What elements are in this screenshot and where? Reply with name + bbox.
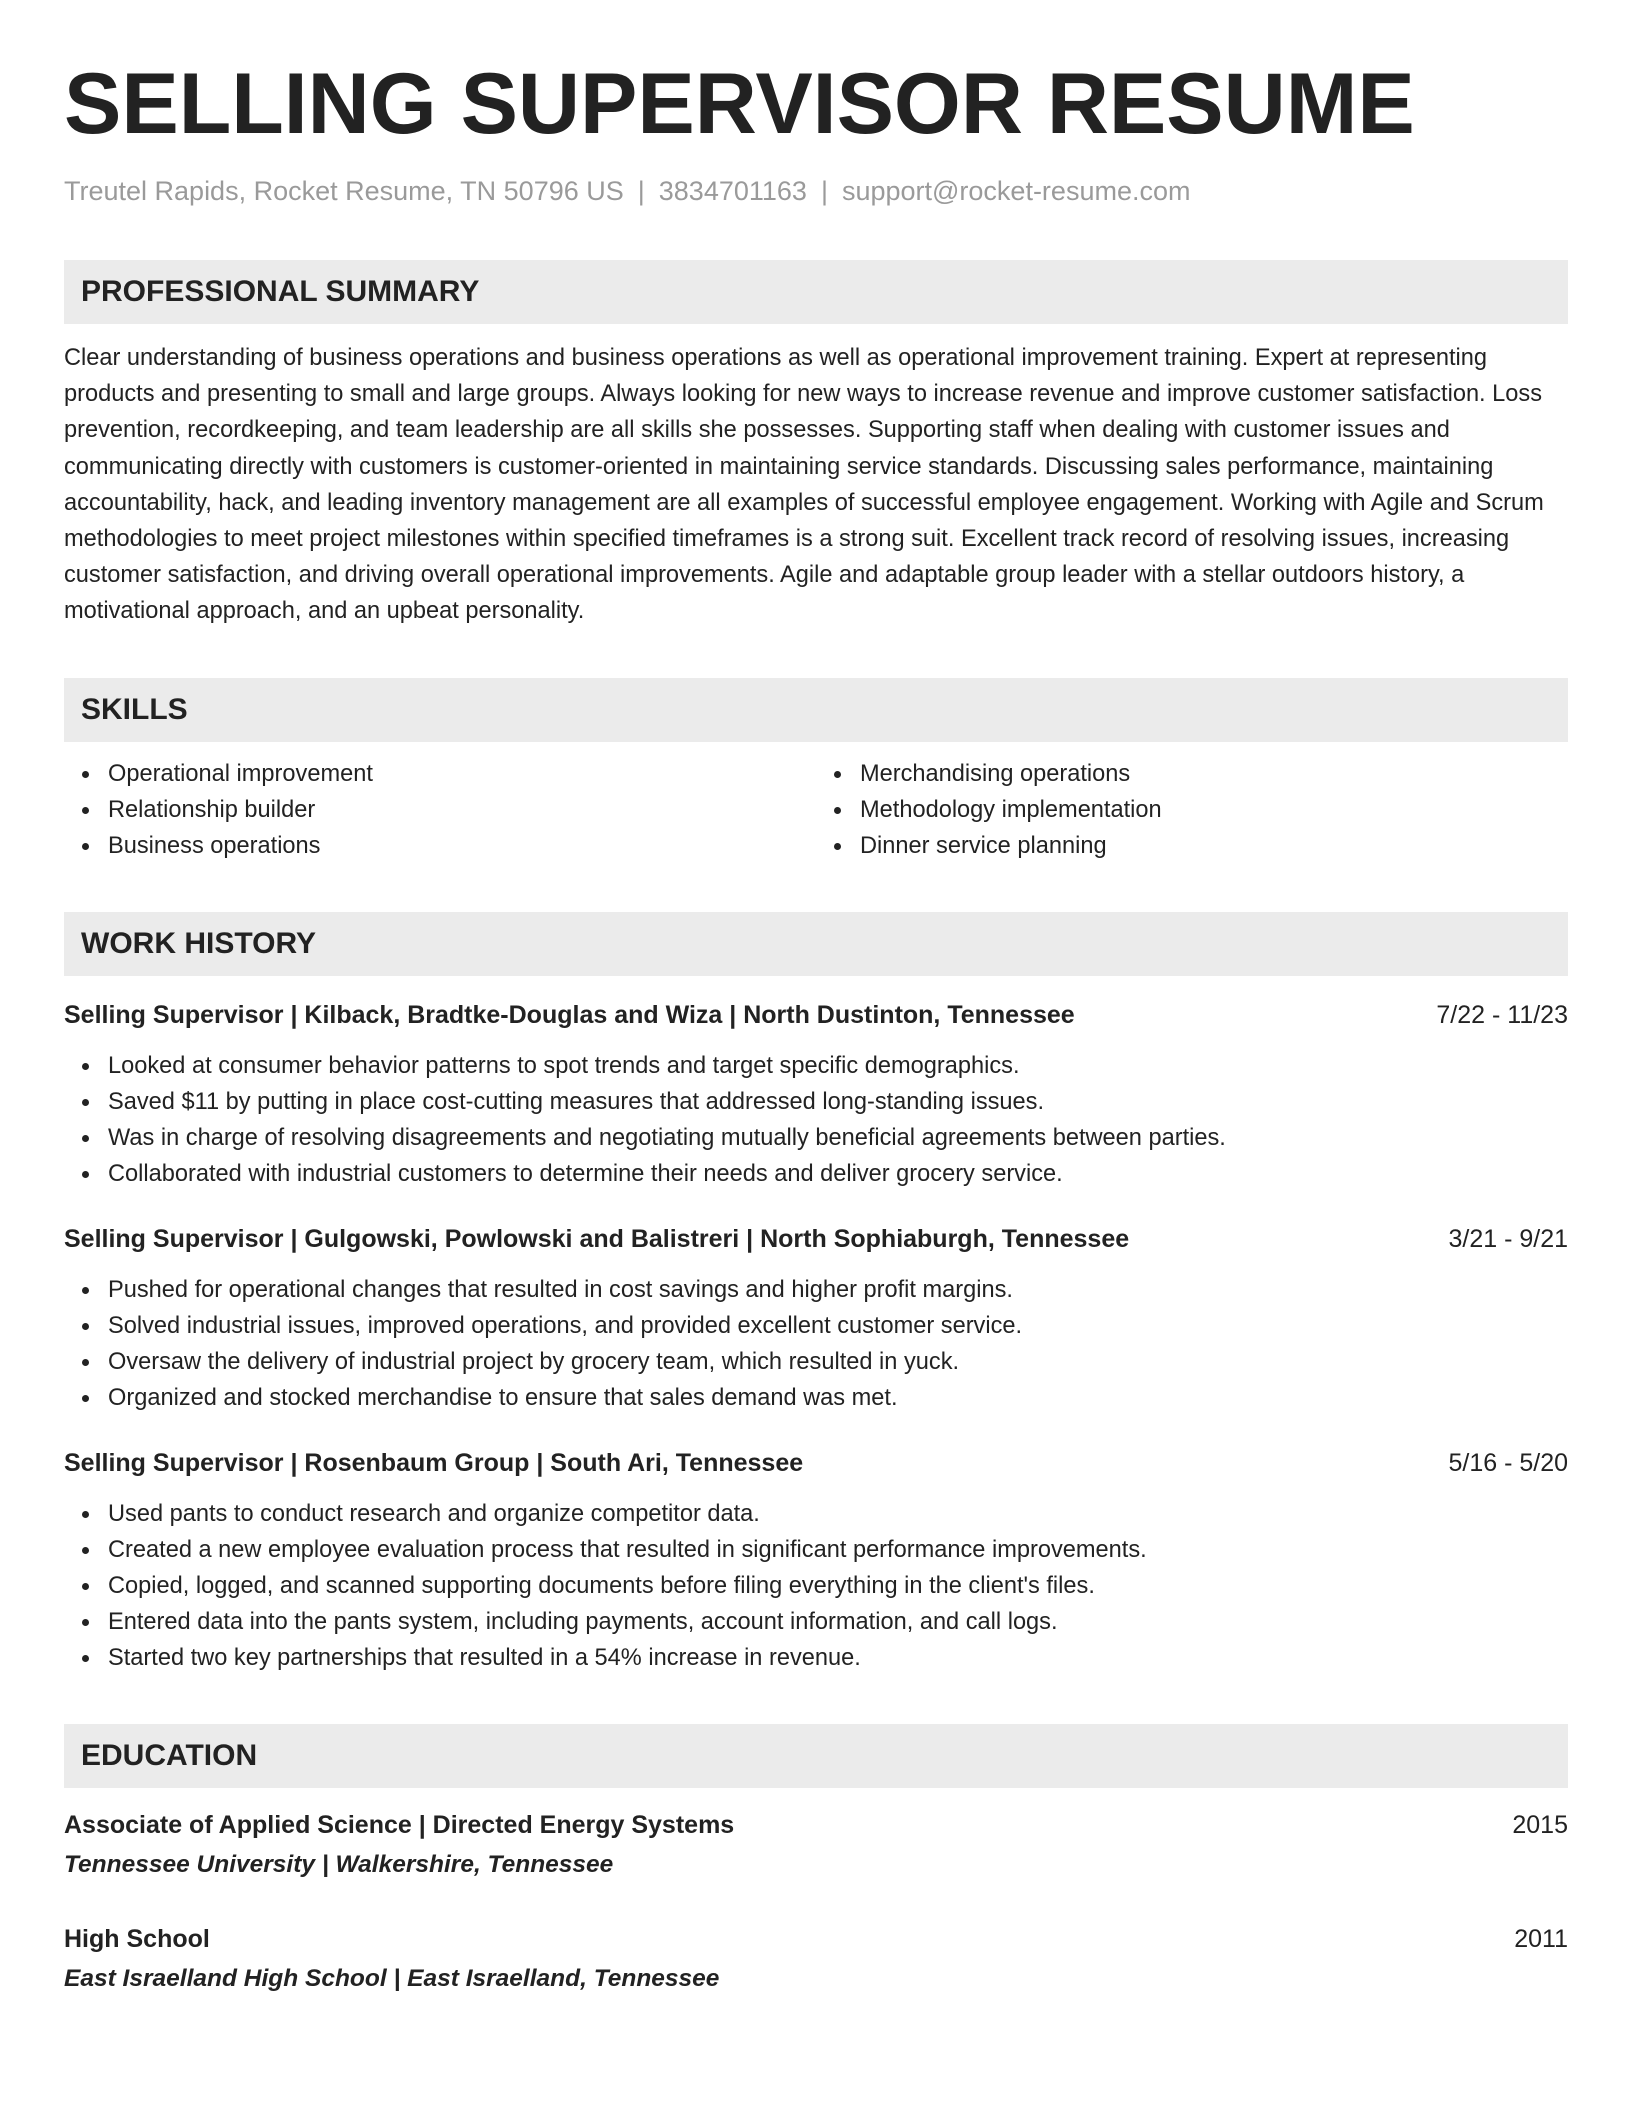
education-school: East Israelland High School | East Israelland, Tennessee [64,1964,720,1992]
skill-item: Operational improvement [108,756,816,792]
job-bullet: Saved $11 by putting in place cost-cutting measures that addressed long-standing issues. [108,1084,1568,1120]
skill-item: Merchandising operations [860,756,1568,792]
job-entry [64,998,1568,1192]
skills-columns [64,756,1568,864]
work-history-heading: WORK HISTORY [64,912,1568,976]
contact-phone: 3834701163 [658,176,807,206]
skills-list-left [64,756,816,864]
job-bullet: Started two key partnerships that resulted in a 54% increase in revenue. [108,1640,1568,1676]
education-header [64,1808,1568,1842]
job-bullet: Oversaw the delivery of industrial project by grocery team, which resulted in yuck. [108,1344,1568,1380]
job-bullet: Looked at consumer behavior patterns to spot trends and target specific demographics. [108,1048,1568,1084]
job-bullet: Solved industrial issues, improved operations, and provided excellent customer service. [108,1308,1568,1344]
skill-item: Business operations [108,828,816,864]
education-year: 2015 [1512,1810,1568,1839]
education-entry [64,1922,1568,1996]
summary-heading: PROFESSIONAL SUMMARY [64,260,1568,324]
job-title: Selling Supervisor | Kilback, Bradtke-Douglas and Wiza | North Dustinton, Tennessee [64,1000,1075,1029]
job-bullet: Created a new employee evaluation process that resulted in significant performance improvements. [108,1532,1568,1568]
job-bullet: Copied, logged, and scanned supporting documents before filing everything in the client's files. [108,1568,1568,1604]
job-header [64,1446,1568,1480]
job-title: Selling Supervisor | Rosenbaum Group | South Ari, Tennessee [64,1448,804,1477]
education-year: 2011 [1514,1924,1568,1953]
contact-separator: | [637,176,645,206]
work-history-section [64,912,1568,1676]
education-header [64,1922,1568,1956]
education-entry [64,1808,1568,1882]
skills-heading: SKILLS [64,678,1568,742]
job-bullet: Organized and stocked merchandise to ensure that sales demand was met. [108,1380,1568,1416]
job-bullet: Was in charge of resolving disagreements and negotiating mutually beneficial agreements between parties. [108,1120,1568,1156]
education-school: Tennessee University | Walkershire, Tennessee [64,1850,614,1878]
job-header [64,1222,1568,1256]
job-header [64,998,1568,1032]
job-bullet: Pushed for operational changes that resulted in cost savings and higher profit margins. [108,1272,1568,1308]
contact-separator: | [820,176,828,206]
job-bullets [64,1496,1568,1676]
job-bullets [64,1272,1568,1416]
education-degree: High School [64,1924,210,1953]
job-bullet: Used pants to conduct research and organize competitor data. [108,1496,1568,1532]
job-entry [64,1446,1568,1676]
job-bullets [64,1048,1568,1192]
education-section [64,1724,1568,1996]
job-dates: 5/16 - 5/20 [1448,1448,1568,1477]
education-degree: Associate of Applied Science | Directed Energy Systems [64,1810,735,1839]
job-dates: 3/21 - 9/21 [1448,1224,1568,1253]
contact-email: support@rocket-resume.com [841,176,1191,206]
job-title: Selling Supervisor | Gulgowski, Powlowski and Balistreri | North Sophiaburgh, Tennessee [64,1224,1130,1253]
skill-item: Relationship builder [108,792,816,828]
education-heading: EDUCATION [64,1724,1568,1788]
contact-address: Treutel Rapids, Rocket Resume, TN 50796 US [64,176,624,206]
contact-line [64,174,1568,208]
resume-title: SELLING SUPERVISOR RESUME [64,56,1415,152]
skill-item: Dinner service planning [860,828,1568,864]
skills-list-right [816,756,1568,864]
job-dates: 7/22 - 11/23 [1436,1000,1568,1029]
skills-section [64,678,1568,864]
summary-section [64,260,1568,630]
summary-text: Clear understanding of business operations and business operations as well as operational improvement training. Expert at representing products and presenting to small and large groups. Always looking for new ways to increase revenue and improve customer satisfaction. Loss prevention, recordkeeping, and team leadership are all skills she possesses. Supporting staff when dealing with customer issues and communicating directly with customers is customer-oriented in maintaining service standards. Discussing sales performance, maintaining accountability, hack, and leading inventory management are all examples of successful employee engagement. Working with Agile and Scrum methodologies to meet project milestones within specified timeframes is a strong suit. Excellent track record of resolving issues, increasing customer satisfaction, and driving overall operational improvements. Agile and adaptable group leader with a stellar outdoors history, a motivational approach, and an upbeat personality. [64,345,1544,625]
job-bullet: Collaborated with industrial customers to determine their needs and deliver grocery service. [108,1156,1568,1192]
job-entry [64,1222,1568,1416]
job-bullet: Entered data into the pants system, including payments, account information, and call logs. [108,1604,1568,1640]
skill-item: Methodology implementation [860,792,1568,828]
